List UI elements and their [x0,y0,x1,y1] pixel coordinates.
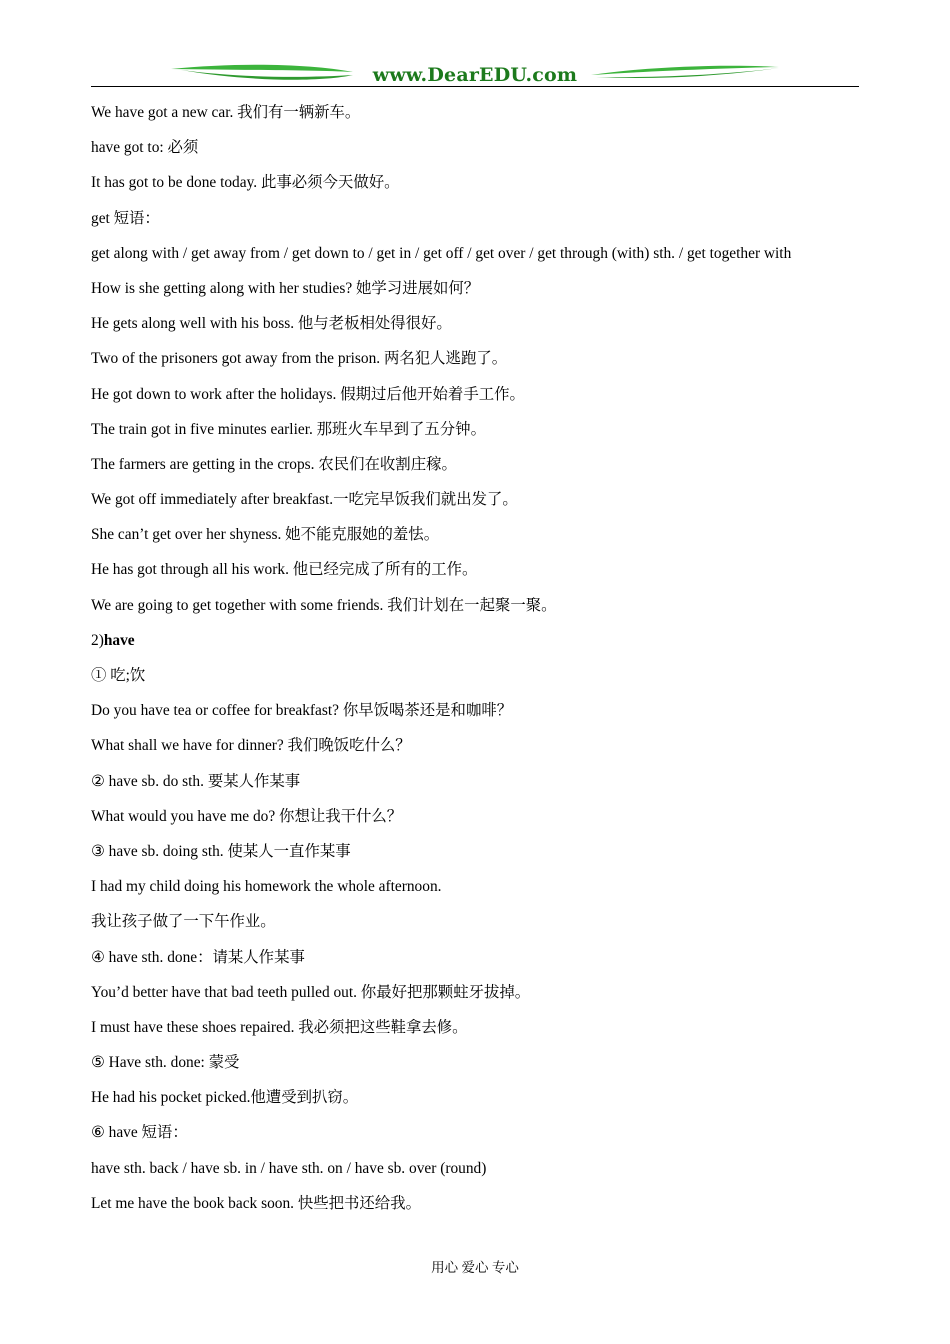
document-body [91,99,881,1225]
text-line: We got off immediately after breakfast.一吃完早饭我们就出发了。 [91,491,518,509]
text-line: ⑤ Have sth. done: 蒙受 [91,1054,240,1072]
text-line: Do you have tea or coffee for breakfast? 你早饭喝茶还是和咖啡？ [91,702,513,720]
text-line: 我让孩子做了一下午作业。 [91,913,276,931]
text-line: Two of the prisoners got away from the prison. 两名犯人逃跑了。 [91,350,508,368]
text-line: ③ have sb. doing sth. 使某人一直作某事 [91,842,351,860]
text-line: ① 吃;饮 [91,667,146,684]
text-line: The train got in five minutes earlier. 那班火车早到了五分钟。 [91,420,486,438]
text-line: Let me have the book back soon. 快些把书还给我。 [91,1194,421,1212]
text-line: He gets along well with his boss. 他与老板相处得很好。 [91,315,452,333]
text-line: He has got through all his work. 他已经完成了所有的工作。 [91,561,478,579]
text-line: How is she getting along with her studies? 她学习进展如何？ [91,279,480,297]
text-line: We have got a new car. 我们有一辆新车。 [91,104,361,121]
header-rule [91,86,859,87]
text-line: I must have these shoes repaired. 我必须把这些鞋拿去修。 [91,1018,468,1036]
right-swoosh [591,66,779,75]
text-line: What shall we have for dinner? 我们晚饭吃什么？ [91,737,411,755]
text-line: ② have sb. do sth. 要某人作某事 [91,772,301,790]
text-line: You’d better have that bad teeth pulled out. 你最好把那颗蛀牙拔掉。 [91,983,531,1001]
text-line: What would you have me do? 你想让我干什么？ [91,807,403,825]
text-line: She can’t get over her shyness. 她不能克服她的羞怯。 [91,526,440,544]
text-line: We are going to get together with some friends. 我们计划在一起聚一聚。 [91,596,557,614]
section-number: 2) [91,631,104,649]
text-line: have got to: 必须 [91,139,199,157]
site-logo-text[interactable]: www.DearEDU.com [372,64,578,86]
text-line: It has got to be done today. 此事必须今天做好。 [91,174,400,192]
text-line: The farmers are getting in the crops. 农民们在收割庄稼。 [91,455,457,473]
text-line: He got down to work after the holidays. 假期过后他开始着手工作。 [91,385,525,403]
text-line: ⑥ have 短语： [91,1124,188,1142]
text-line: get 短语： [91,209,160,227]
section-word: have [103,631,135,649]
text-line: He had his pocket picked.他遭受到扒窃。 [91,1089,359,1107]
section-heading [91,627,881,662]
page-footer: 用心 爱心 专心 [431,1260,519,1275]
text-line: ④ have sth. done：请某人作某事 [91,948,305,966]
text-line: have sth. back / have sb. in / have sth. on / have sb. over (round) [91,1159,487,1177]
left-swoosh [171,65,353,72]
text-line: get along with / get away from / get down to / get in / get off / get over / get through (with) sth. / get together with [91,244,792,262]
left-swoosh-tail [181,70,353,80]
text-line: I had my child doing his homework the whole afternoon. [91,878,442,896]
